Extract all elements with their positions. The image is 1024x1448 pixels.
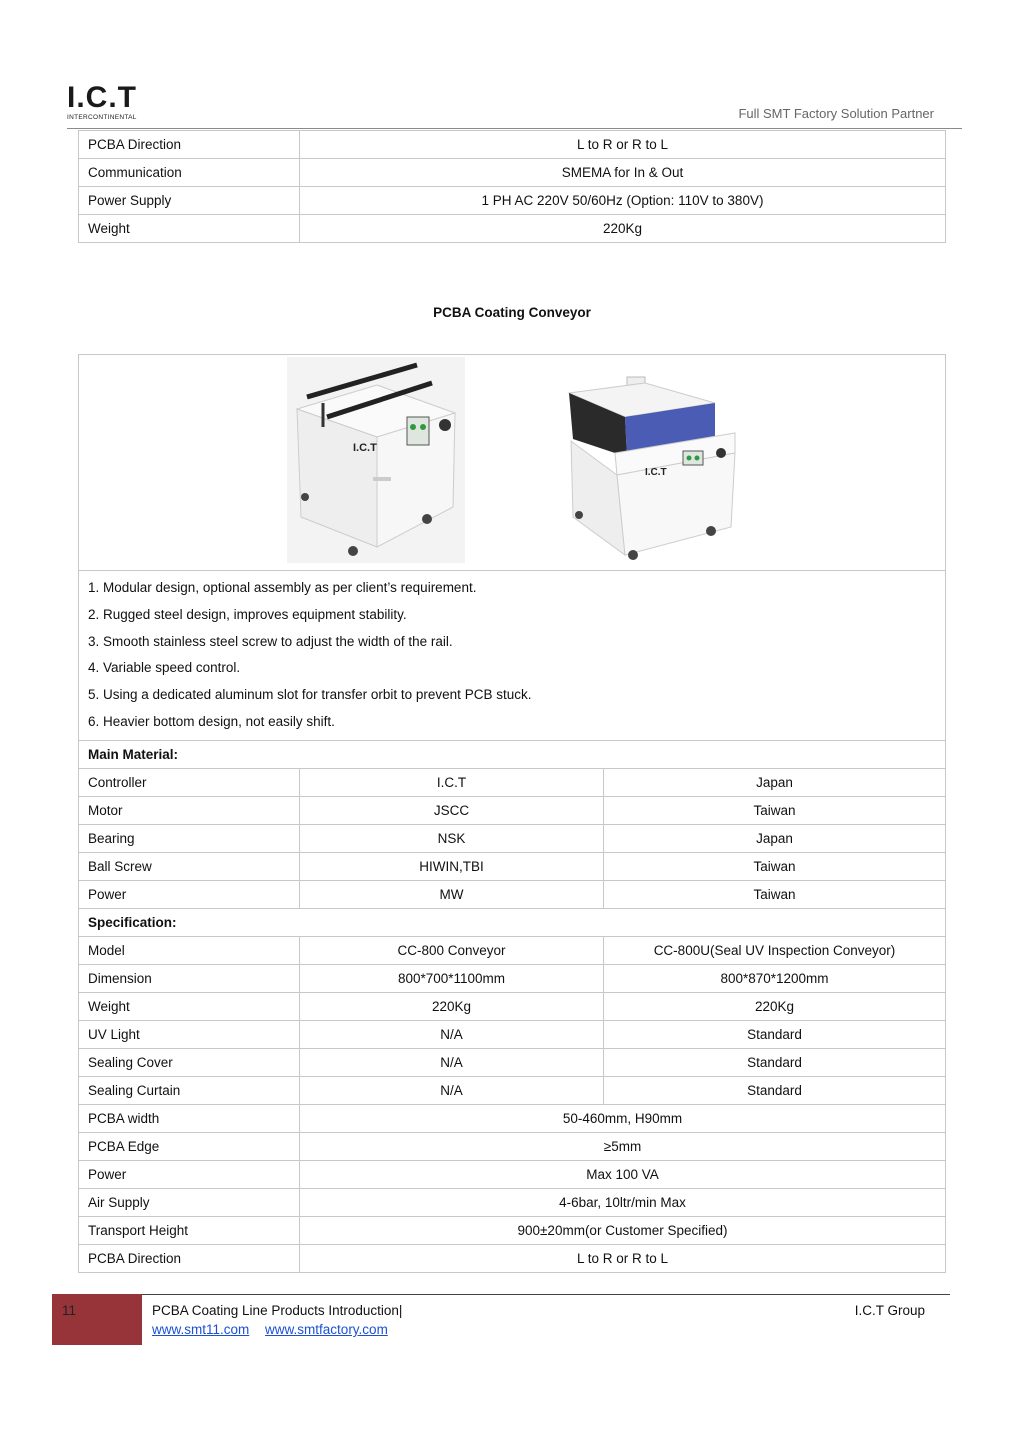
page-number-block	[52, 1294, 142, 1345]
main-material-heading: Main Material:	[79, 740, 946, 768]
previous-spec-table	[78, 130, 946, 243]
spec-label: PCBA width	[79, 1104, 300, 1132]
spec-label: Weight	[79, 992, 300, 1020]
spec-value: SMEMA for In & Out	[300, 159, 946, 187]
spec-value-cc800u: 800*870*1200mm	[604, 964, 946, 992]
table-row	[79, 1076, 946, 1104]
cc-800-conveyor-image	[287, 357, 465, 563]
table-row	[79, 215, 946, 243]
coating-conveyor-table	[78, 354, 946, 1273]
logo-text: I.C.T	[67, 81, 137, 114]
table-row	[79, 992, 946, 1020]
spec-value-cc800: N/A	[300, 1048, 604, 1076]
footer-doc-title: PCBA Coating Line Products Introduction|	[152, 1303, 403, 1318]
material-brand: NSK	[300, 824, 604, 852]
material-origin: Japan	[604, 768, 946, 796]
spec-label: Sealing Curtain	[79, 1076, 300, 1104]
spec-value-cc800u: CC-800U(Seal UV Inspection Conveyor)	[604, 936, 946, 964]
feature-item: 4. Variable speed control.	[88, 660, 241, 676]
spec-value-cc800: CC-800 Conveyor	[300, 936, 604, 964]
svg-text:I.C.T: I.C.T	[645, 467, 667, 478]
cc-800u-uv-conveyor-image	[565, 357, 741, 563]
spec-value: 900±20mm(or Customer Specified)	[300, 1216, 946, 1244]
spec-value: ≥5mm	[300, 1132, 946, 1160]
table-row	[79, 1160, 946, 1188]
feature-item: 5. Using a dedicated aluminum slot for transfer orbit to prevent PCB stuck.	[88, 687, 532, 703]
header-divider	[67, 128, 962, 129]
spec-label: Communication	[79, 159, 300, 187]
material-origin: Taiwan	[604, 796, 946, 824]
material-brand: I.C.T	[300, 768, 604, 796]
material-part: Bearing	[79, 824, 300, 852]
feature-item: 3. Smooth stainless steel screw to adjust the width of the rail.	[88, 633, 453, 649]
spec-label: PCBA Direction	[79, 131, 300, 159]
logo-subtext: INTERCONTINENTAL	[67, 114, 137, 121]
material-part: Power	[79, 880, 300, 908]
table-row	[79, 1244, 946, 1272]
footer-group-name: I.C.T Group	[854, 1303, 925, 1318]
spec-label: UV Light	[79, 1020, 300, 1048]
spec-label: Transport Height	[79, 1216, 300, 1244]
material-brand: JSCC	[300, 796, 604, 824]
company-logo	[67, 81, 157, 122]
spec-label: PCBA Direction	[79, 1244, 300, 1272]
spec-value: L to R or R to L	[300, 1244, 946, 1272]
spec-label: Dimension	[79, 964, 300, 992]
spec-label: Model	[79, 936, 300, 964]
header-tagline: Full SMT Factory Solution Partner	[738, 106, 934, 121]
table-row	[79, 1020, 946, 1048]
material-brand: MW	[300, 880, 604, 908]
table-row	[79, 1188, 946, 1216]
product-images-cell	[79, 355, 946, 571]
specification-heading: Specification:	[79, 908, 946, 936]
table-row	[79, 1132, 946, 1160]
section-heading-row	[79, 740, 946, 768]
smt11-link[interactable]: www.smt11.com	[152, 1322, 250, 1337]
spec-value: 1 PH AC 220V 50/60Hz (Option: 110V to 380V)	[300, 187, 946, 215]
feature-item: 2. Rugged steel design, improves equipment stability.	[88, 606, 407, 622]
features-row	[79, 571, 946, 741]
spec-value-cc800: N/A	[300, 1020, 604, 1048]
table-row	[79, 768, 946, 796]
table-row	[79, 1104, 946, 1132]
table-row	[79, 187, 946, 215]
material-brand: HIWIN,TBI	[300, 852, 604, 880]
table-row	[79, 1216, 946, 1244]
spec-value-cc800u: Standard	[604, 1048, 946, 1076]
spec-value-cc800u: Standard	[604, 1076, 946, 1104]
section-heading-row	[79, 908, 946, 936]
table-row	[79, 824, 946, 852]
spec-value-cc800: N/A	[300, 1076, 604, 1104]
table-row	[79, 131, 946, 159]
material-part: Motor	[79, 796, 300, 824]
spec-value: 4-6bar, 10ltr/min Max	[300, 1188, 946, 1216]
material-origin: Taiwan	[604, 852, 946, 880]
table-row	[79, 964, 946, 992]
material-part: Controller	[79, 768, 300, 796]
feature-item: 1. Modular design, optional assembly as per client’s requirement.	[88, 580, 477, 595]
spec-value-cc800u: Standard	[604, 1020, 946, 1048]
spec-label: Power Supply	[79, 187, 300, 215]
features-cell	[79, 571, 946, 741]
feature-item: 6. Heavier bottom design, not easily shift.	[88, 713, 335, 729]
smtfactory-link[interactable]: www.smtfactory.com	[265, 1322, 388, 1337]
spec-label: Sealing Cover	[79, 1048, 300, 1076]
image-row	[79, 355, 946, 571]
spec-value: L to R or R to L	[300, 131, 946, 159]
table-row	[79, 880, 946, 908]
spec-value-cc800u: 220Kg	[604, 992, 946, 1020]
spec-label: PCBA Edge	[79, 1132, 300, 1160]
footer-links	[152, 1322, 400, 1337]
table-row	[79, 1048, 946, 1076]
spec-label: Weight	[79, 215, 300, 243]
section-title: PCBA Coating Conveyor	[433, 305, 591, 320]
table-row	[79, 796, 946, 824]
material-origin: Taiwan	[604, 880, 946, 908]
footer-divider	[142, 1294, 950, 1295]
material-origin: Japan	[604, 824, 946, 852]
svg-text:I.C.T: I.C.T	[353, 442, 377, 454]
spec-value-cc800: 800*700*1100mm	[300, 964, 604, 992]
table-row	[79, 936, 946, 964]
page-number: 11	[62, 1303, 77, 1318]
spec-value: 50-460mm, H90mm	[300, 1104, 946, 1132]
spec-label: Air Supply	[79, 1188, 300, 1216]
table-row	[79, 852, 946, 880]
table-row	[79, 159, 946, 187]
spec-value: 220Kg	[300, 215, 946, 243]
spec-value-cc800: 220Kg	[300, 992, 604, 1020]
spec-value: Max 100 VA	[300, 1160, 946, 1188]
spec-label: Power	[79, 1160, 300, 1188]
material-part: Ball Screw	[79, 852, 300, 880]
